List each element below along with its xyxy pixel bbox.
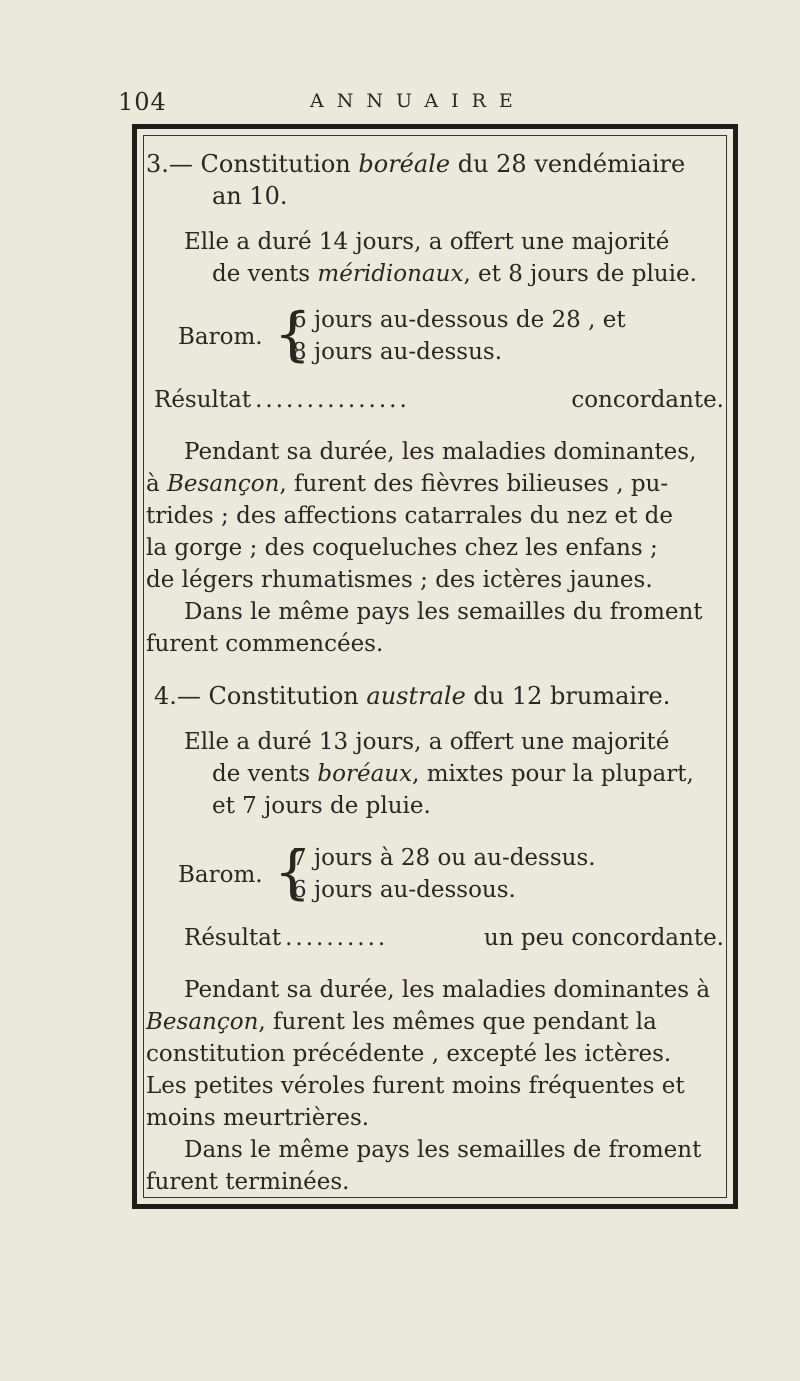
text: de vents [212, 761, 318, 787]
text: , furent des fièvres bilieuses , pu- [279, 471, 669, 497]
barometer-line: 8 jours au-dessus. [292, 339, 503, 365]
section-4 [146, 680, 724, 1198]
paragraph-line: Les petites véroles furent moins fréquentes et [146, 1073, 685, 1099]
paragraph-line: Pendant sa durée, les maladies dominantes, [184, 439, 697, 465]
italic-text: méridionaux [317, 261, 464, 287]
paragraph-line: Elle a duré 13 jours, a offert une majorité [184, 729, 670, 755]
text: , mixtes pour la plupart, [412, 761, 694, 787]
text: , et 8 jours de pluie. [463, 261, 697, 287]
result-label: Résultat [184, 925, 282, 951]
text: de vents [212, 261, 318, 287]
paragraph-line [146, 468, 724, 500]
page-number: 104 [118, 88, 167, 116]
place-name: Besançon [146, 1009, 259, 1035]
barometer-lines [292, 304, 626, 368]
paragraph-line: la gorge ; des coqueluches chez les enfans ; [146, 535, 658, 561]
paragraph-line: Dans le même pays les semailles du froment [184, 599, 703, 625]
italic-text: boréaux [317, 761, 413, 787]
result-row [146, 384, 724, 416]
leader-dots: .......... [285, 925, 389, 951]
barometer-label: Barom. [178, 862, 263, 888]
paragraph-line: Elle a duré 14 jours, a offert une majorité [184, 229, 670, 255]
paragraph-line: et 7 jours de pluie. [212, 793, 431, 819]
paragraph-line: moins meurtrières. [146, 1105, 370, 1131]
section-3 [146, 148, 724, 660]
barometer-label: Barom. [178, 324, 263, 350]
result-label: Résultat [154, 387, 252, 413]
barometer-line: 6 jours au-dessous. [292, 877, 516, 903]
brace-symbol: { [274, 300, 311, 368]
barometer-line: 7 jours à 28 ou au-dessus. [292, 845, 596, 871]
paragraph-line: Dans le même pays les semailles de froment [184, 1137, 702, 1163]
heading-text: 4.— Constitution [154, 682, 367, 710]
paragraph-line: constitution précédente , excepté les ictères. [146, 1041, 672, 1067]
result-row [146, 922, 724, 954]
text: à [146, 471, 168, 497]
result-value: concordante. [571, 387, 724, 413]
result-value: un peu concordante. [483, 925, 724, 951]
section-3-heading [146, 148, 724, 180]
heading-italic: boréale [358, 150, 451, 178]
text: , furent les mêmes que pendant la [258, 1009, 657, 1035]
paragraph-line [146, 258, 724, 290]
paragraph-line: trides ; des affections catarrales du nez et de [146, 503, 674, 529]
heading-text: du 12 brumaire. [465, 682, 671, 710]
heading-text: du 28 vendémiaire [450, 150, 686, 178]
running-head [118, 88, 738, 124]
paragraph-line [146, 1006, 724, 1038]
paragraph-line: furent commencées. [146, 631, 384, 657]
barometer-block [146, 838, 724, 908]
barometer-block [146, 300, 724, 370]
place-name: Besançon [167, 471, 280, 497]
section-3-heading-cont: an 10. [212, 182, 288, 210]
paragraph-line: Pendant sa durée, les maladies dominantes à [184, 977, 711, 1003]
paragraph-line [146, 758, 724, 790]
heading-italic: australe [366, 682, 466, 710]
barometer-lines [292, 842, 596, 906]
page-content [146, 148, 724, 1198]
paragraph-line: furent terminées. [146, 1169, 350, 1195]
brace-symbol: { [274, 838, 311, 906]
heading-text: 3.— Constitution [146, 150, 359, 178]
section-4-heading [146, 680, 724, 712]
leader-dots: ............... [255, 387, 410, 413]
running-title: ANNUAIRE [310, 90, 526, 112]
paragraph-line: de légers rhumatismes ; des ictères jaunes. [146, 567, 653, 593]
barometer-line: 6 jours au-dessous de 28 , et [292, 307, 626, 333]
